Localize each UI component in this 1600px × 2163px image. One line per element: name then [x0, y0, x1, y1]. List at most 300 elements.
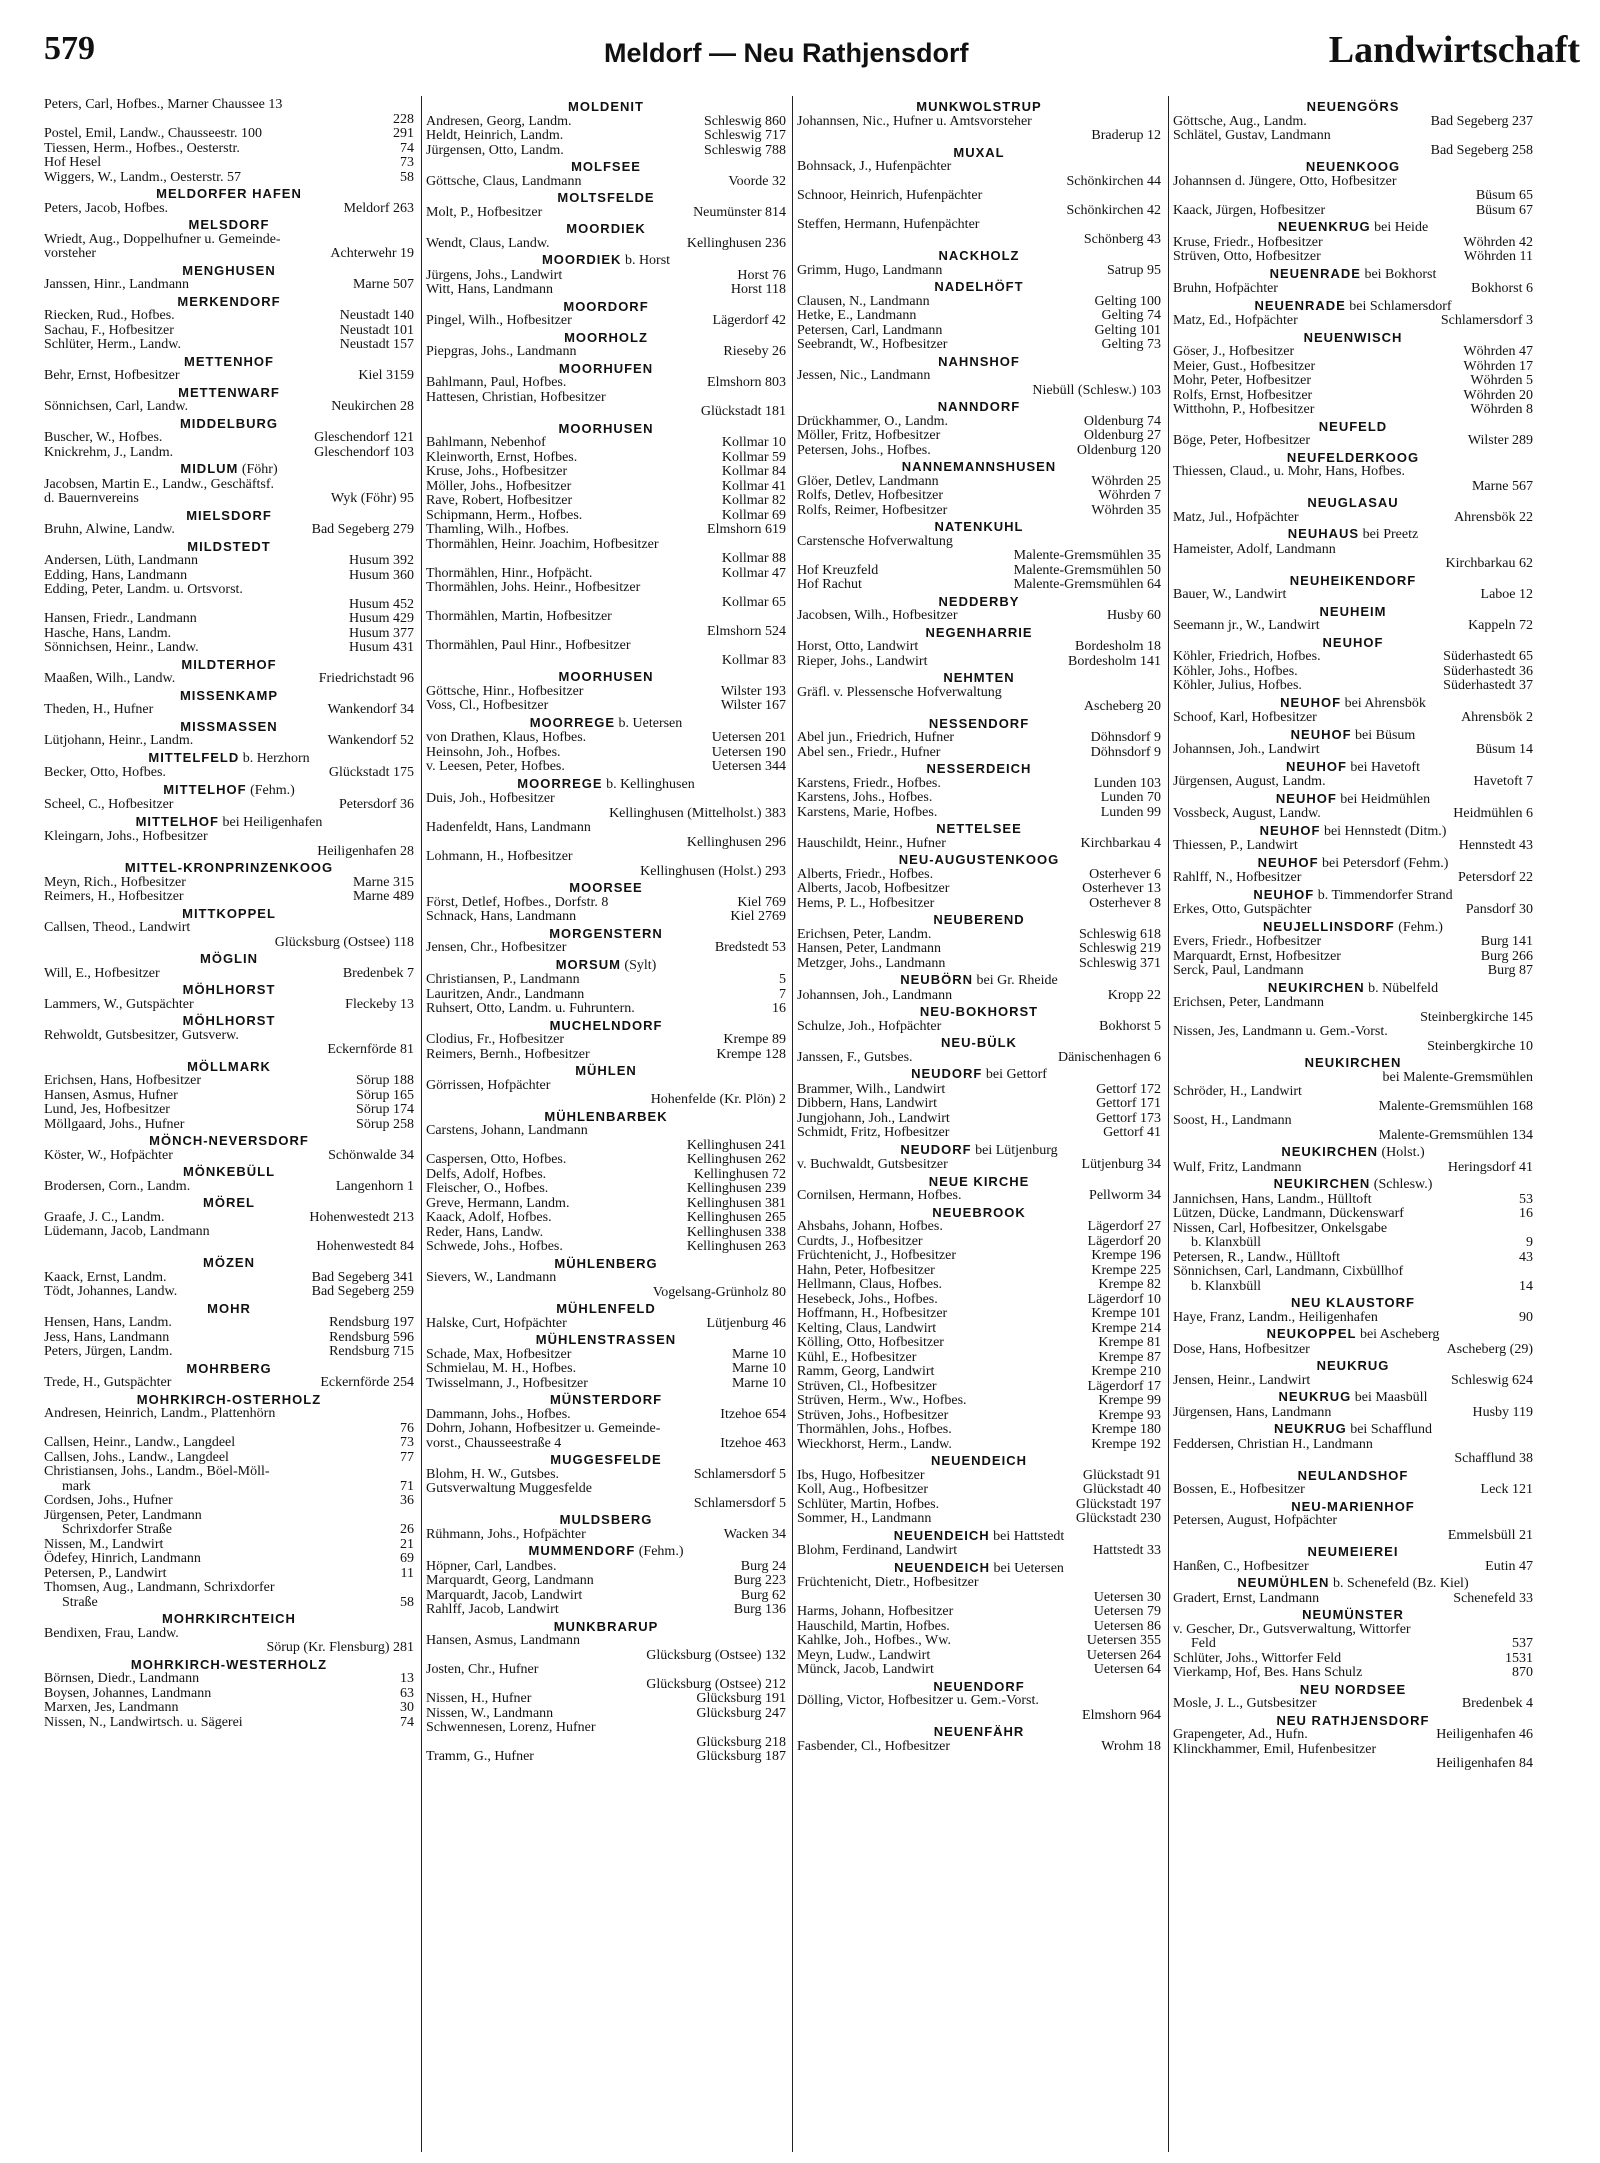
column-divider [1168, 96, 1169, 2152]
place-name: NEUENFÄHR [933, 1724, 1025, 1739]
entry-text: Seebrandt, W., Hofbesitzer [797, 337, 948, 352]
place-qualifier: (Föhr) [238, 462, 278, 477]
place-heading [797, 98, 1161, 115]
entry-text: Witthohn, P., Hofbesitzer [1173, 402, 1315, 417]
entry-text: Kaack, Adolf, Hofbes. [426, 1210, 552, 1225]
entry-text: Thiessen, Claud., u. Mohr, Hans, Hofbes. [1173, 464, 1405, 479]
directory-entry [44, 1180, 414, 1195]
directory-entry [1173, 175, 1533, 190]
directory-entry [797, 640, 1161, 655]
entry-phone: Bad Segeberg 279 [309, 523, 414, 538]
directory-entry [426, 1721, 786, 1736]
entry-phone: 537 [1509, 1637, 1533, 1652]
place-name: MIDDELBURG [179, 415, 279, 431]
entry-continuation: Büsum 65 [1475, 188, 1533, 203]
entry-text: Boysen, Johannes, Landmann [44, 1685, 212, 1701]
place-heading [1173, 886, 1533, 904]
entry-text: Scheel, C., Hofbesitzer [44, 797, 174, 812]
directory-entry [1173, 1114, 1533, 1129]
entry-text: Vierkamp, Hof, Bes. Hans Schulz [1173, 1665, 1363, 1680]
directory-entry [797, 1264, 1161, 1279]
entry-phone: Krempe 82 [1095, 1278, 1161, 1293]
directory-entry [44, 171, 414, 186]
entry-text: Klinckhammer, Emil, Hufenbesitzer [1173, 1741, 1377, 1757]
entry-text: Thiessen, P., Landwirt [1173, 838, 1298, 853]
place-heading [426, 1542, 786, 1560]
place-heading [797, 1173, 1161, 1190]
place-heading [426, 1331, 786, 1348]
entry-text: Strüven, Johs., Hofbesitzer [797, 1407, 949, 1423]
entry-continuation: Glücksburg (Ostsee) 132 [646, 1647, 786, 1663]
directory-entry [797, 1249, 1161, 1264]
place-name: NEUMÜHLEN [1237, 1575, 1330, 1590]
directory-entry [797, 686, 1161, 701]
directory-entry [426, 1663, 786, 1678]
entry-text: Thormählen, Hinr., Hofpächt. [426, 565, 593, 581]
entry-text: Brammer, Wilh., Landwirt [797, 1081, 946, 1097]
entry-continuation: Steinbergkirche 10 [1427, 1038, 1533, 1054]
entry-phone: Bredstedt 53 [712, 941, 786, 956]
entry-text: Nissen, Jes, Landmann u. Gem.-Vorst. [1173, 1024, 1388, 1039]
entry-text: Voss, Cl., Hofbesitzer [426, 698, 549, 713]
entry-phone: 36 [397, 1494, 414, 1509]
place-name: NEUENDEICH [894, 1559, 991, 1575]
directory-entry [44, 921, 414, 936]
entry-phone: Kollmar 59 [719, 451, 786, 466]
entry-text: Schnack, Hans, Landmann [426, 909, 577, 924]
directory-entry [44, 278, 414, 293]
place-heading [1173, 758, 1533, 776]
place-name: NEUJELLINSDORF [1263, 918, 1395, 934]
entry-text: Dibbern, Hans, Landwirt [797, 1096, 937, 1111]
entry-text: Hof Rachut [797, 577, 862, 592]
entry-text: Peters, Jürgen, Landm. [44, 1344, 173, 1359]
entry-text: v. Buchwaldt, Gutsbesitzer [797, 1157, 948, 1172]
place-heading [1173, 1712, 1533, 1729]
entry-text: Nissen, W., Landmann [426, 1705, 554, 1721]
place-name: MITTKOPPEL [182, 905, 276, 921]
entry-continuation: Schönkirchen 42 [1066, 202, 1161, 218]
entry-text: Kleinworth, Ernst, Hofbes. [426, 449, 578, 465]
entry-continuation: Glücksburg 218 [696, 1734, 786, 1750]
place-heading [44, 353, 414, 370]
entry-text: Hadenfeldt, Hans, Landmann [426, 820, 591, 835]
entry-text: Rahlff, Jacob, Landwirt [426, 1602, 559, 1617]
entry-phone: Gleschendorf 103 [311, 446, 414, 461]
directory-entry [797, 1322, 1161, 1337]
place-name: MILDTERHOF [181, 656, 277, 672]
entry-phone: Elmshorn 619 [704, 523, 786, 538]
directory-entry [44, 876, 414, 891]
place-heading [426, 98, 786, 115]
directory-entry [797, 746, 1161, 761]
place-heading [797, 398, 1161, 415]
entry-continuation: Malente-Gremsmühlen 35 [1013, 548, 1161, 563]
place-name: NEUENRADE [1269, 265, 1361, 281]
entry-text: Riecken, Rud., Hofbes. [44, 308, 175, 323]
entry-text: Marquardt, Ernst, Hofbesitzer [1173, 948, 1341, 964]
directory-entry [797, 1336, 1161, 1351]
entry-text: Schlätel, Gustav, Landmann [1173, 128, 1331, 143]
place-name: METTENWARF [178, 384, 280, 400]
place-qualifier: b. Timmendorfer Strand [1314, 887, 1453, 903]
entry-phone: Satrup 95 [1104, 264, 1161, 279]
directory-entry [426, 1079, 786, 1094]
place-heading [797, 911, 1161, 928]
entry-text: Schröder, H., Landwirt [1173, 1084, 1302, 1099]
place-name: MIDLUM [180, 461, 239, 476]
place-heading [797, 1527, 1161, 1545]
entry-text: Hansen, Asmus, Landmann [426, 1633, 580, 1648]
entry-text: Andresen, Heinrich, Landm., Plattenhörn [44, 1406, 276, 1421]
place-name: MELSDORF [188, 217, 270, 232]
entry-phone: Husby 119 [1469, 1406, 1533, 1421]
place-qualifier: b. Kellinghusen [602, 776, 695, 792]
directory-entry [44, 798, 414, 813]
directory-entry [1173, 403, 1533, 418]
entry-text: Thormählen, Johs., Hofbes. [797, 1422, 952, 1437]
entry-phone: Kellinghusen 236 [684, 237, 786, 252]
place-heading [1173, 98, 1533, 115]
entry-phone: 30 [397, 1701, 414, 1716]
column-3 [797, 98, 1161, 2150]
entry-text: Steffen, Hermann, Hufenpächter [797, 217, 980, 232]
entry-phone: Krempe 225 [1088, 1264, 1161, 1279]
place-heading [44, 460, 414, 478]
directory-entry [426, 699, 786, 714]
directory-entry [1173, 1311, 1533, 1326]
entry-phone: Büsum 67 [1473, 204, 1533, 219]
entry-text: Meyn, Rich., Hofbesitzer [44, 874, 186, 890]
entry-text: Tiessen, Herm., Hofbes., Oesterstr. [44, 140, 240, 156]
place-name: MUNKWOLSTRUP [916, 99, 1042, 114]
entry-phone: Schleswig 717 [701, 129, 786, 144]
entry-phone: Schleswig 618 [1076, 928, 1161, 943]
entry-text: Nissen, N., Landwirtsch. u. Sägerei [44, 1714, 243, 1730]
directory-entry [797, 115, 1161, 130]
place-name: MOORSEE [569, 880, 643, 895]
entry-phone: Glückstadt 175 [326, 766, 414, 781]
directory-entry [797, 1293, 1161, 1308]
entry-text: Meyn, Ludw., Landwirt [797, 1647, 931, 1663]
entry-text: Heldt, Heinrich, Landm. [426, 128, 564, 143]
place-heading [797, 458, 1161, 475]
directory-entry [797, 489, 1161, 504]
entry-text: Hems, P. L., Hofbesitzer [797, 895, 935, 911]
place-heading [426, 1255, 786, 1272]
entry-continuation: Kollmar 83 [721, 652, 786, 668]
directory-entry [426, 896, 786, 911]
entry-phone: Wöhrden 17 [1460, 360, 1533, 375]
entry-text: Lüdemann, Jacob, Landmann [44, 1224, 210, 1239]
place-qualifier: bei Hennstedt (Ditm.) [1320, 823, 1447, 839]
entry-phone: Uetersen 79 [1091, 1605, 1161, 1620]
entry-text: Bahlmann, Nebenhof [426, 435, 546, 450]
directory-entry [426, 685, 786, 700]
directory-entry [1173, 950, 1533, 965]
directory-entry [426, 941, 786, 956]
directory-entry [797, 218, 1161, 233]
directory-entry [797, 806, 1161, 821]
place-name: NEU RATHJENSDORF [1276, 1712, 1430, 1728]
entry-text: Marxen, Jes, Landmann [44, 1700, 179, 1715]
entry-phone: Achterwehr 19 [327, 247, 414, 262]
entry-phone: Ahrensbök 2 [1458, 711, 1533, 726]
entry-text: Delfs, Adolf, Hofbes. [426, 1166, 547, 1182]
entry-phone: 21 [397, 1538, 414, 1553]
entry-continuation: Schlamersdorf 5 [693, 1495, 786, 1511]
directory-entry [44, 1211, 414, 1226]
place-name: NEUHOF [1253, 886, 1315, 902]
directory-entry [426, 391, 786, 406]
entry-phone: Gelting 101 [1092, 324, 1162, 339]
entry-phone: Hohenwestedt 213 [306, 1211, 414, 1226]
place-name: MORSUM [555, 956, 621, 972]
entry-text: vorst., Chausseestraße 4 [426, 1435, 562, 1451]
entry-text: Feld [1191, 1636, 1216, 1651]
entry-text: Köhler, Friedrich, Hofbes. [1173, 649, 1321, 664]
directory-entry [44, 492, 414, 507]
place-heading [797, 1141, 1161, 1159]
directory-entry [44, 446, 414, 461]
place-name: NEUENDEICH [931, 1453, 1027, 1468]
directory-entry [44, 1271, 414, 1286]
directory-entry [797, 369, 1161, 384]
place-heading [44, 1610, 414, 1627]
entry-phone: 11 [398, 1567, 414, 1582]
entry-phone: Marne 489 [350, 890, 414, 905]
entry-continuation: Elmshorn 964 [1082, 1707, 1161, 1723]
place-name: NEUDORF [900, 1141, 972, 1157]
directory-entry [797, 1097, 1161, 1112]
directory-entry [797, 338, 1161, 353]
directory-entry [1173, 903, 1533, 918]
entry-phone: Glückstadt 197 [1073, 1498, 1161, 1513]
place-name: MÖHLHORST [182, 982, 276, 997]
place-qualifier: (Fehm.) [1394, 919, 1443, 935]
entry-text: Petersen, Johs., Hofbes. [797, 442, 931, 458]
entry-text: Hansen, Asmus, Hufner [44, 1087, 178, 1103]
place-heading [1173, 603, 1533, 620]
column-divider [421, 96, 422, 2152]
entry-phone: Schlamersdorf 3 [1438, 314, 1533, 329]
place-name: MOORREGE [529, 714, 616, 730]
entry-text: Nissen, H., Hufner [426, 1691, 532, 1706]
entry-phone: Wankendorf 52 [325, 734, 414, 749]
directory-entry [426, 639, 786, 654]
place-heading [44, 1163, 414, 1180]
entry-text: Reimers, Bernh., Hofbesitzer [426, 1046, 590, 1062]
place-name: NEU-BÜLK [941, 1035, 1017, 1050]
directory-entry [426, 1692, 786, 1707]
entry-text: Schulze, Joh., Hofpächter [797, 1018, 942, 1034]
directory-entry [44, 1103, 414, 1118]
entry-phone: Neukirchen 28 [328, 400, 414, 415]
place-name: NEGENHARRIE [925, 624, 1033, 640]
place-name: MIELSDORF [186, 507, 272, 523]
place-name: MELDORFER HAFEN [156, 186, 302, 201]
entry-text: Görrissen, Hofpächter [426, 1077, 551, 1093]
directory-entry [797, 1423, 1161, 1438]
place-name: NEUHOF [1259, 822, 1321, 838]
entry-text: Erichsen, Peter, Landm. [797, 926, 932, 942]
place-qualifier: bei Ascheberg [1356, 1327, 1440, 1342]
entry-text: Früchtenicht, Dietr., Hofbesitzer [797, 1575, 979, 1590]
directory-entry [1173, 204, 1533, 219]
place-heading [1173, 634, 1533, 651]
entry-phone: Kellinghusen 381 [684, 1197, 786, 1212]
entry-text: vorsteher [44, 246, 97, 261]
entry-continuation: Heiligenhafen 84 [1436, 1756, 1533, 1771]
entry-phone: Itzehoe 654 [717, 1408, 786, 1423]
directory-entry [797, 1365, 1161, 1380]
directory-entry [426, 1634, 786, 1649]
place-name: NESSERDEICH [926, 761, 1032, 776]
entry-text: Hof Kreuzfeld [797, 562, 879, 578]
place-heading [426, 1391, 786, 1408]
directory-entry [1173, 839, 1533, 854]
entry-text: Sönnichsen, Carl, Landmann, Cixbüllhof [1173, 1264, 1404, 1279]
entry-phone: Kollmar 82 [719, 494, 786, 509]
directory-entry [797, 1649, 1161, 1664]
place-heading [797, 1003, 1161, 1020]
entry-continuation: Kirchbarkau 62 [1445, 556, 1533, 571]
place-name: MOORHUFEN [558, 360, 654, 376]
entry-phone: Krempe 214 [1088, 1322, 1161, 1337]
directory-entry [426, 1589, 786, 1604]
directory-entry [1173, 619, 1533, 634]
place-heading [44, 415, 414, 432]
entry-phone: Husum 377 [346, 627, 414, 642]
directory-entry [797, 1380, 1161, 1395]
entry-text: Sachau, F., Hofbesitzer [44, 322, 174, 338]
entry-text: Clodius, Fr., Hofbesitzer [426, 1032, 565, 1047]
entry-text: Cordsen, Johs., Hufner [44, 1493, 173, 1508]
entry-text: Jürgensen, Hans, Landmann [1173, 1404, 1332, 1420]
directory-entry [426, 1240, 786, 1255]
place-name: NETTELSEE [936, 821, 1022, 836]
entry-text: von Drathen, Klaus, Hofbes. [426, 730, 587, 745]
entry-text: Marquardt, Georg, Landmann [426, 1573, 594, 1588]
place-qualifier: (Schlesw.) [1370, 1177, 1433, 1192]
entry-text: Hattesen, Christian, Hofbesitzer [426, 389, 606, 405]
entry-phone: Lunden 99 [1098, 806, 1161, 821]
place-name: NAHNSHOF [938, 353, 1020, 369]
place-name: MÖREL [203, 1195, 255, 1210]
entry-phone: Krempe 192 [1088, 1438, 1161, 1453]
directory-entry [797, 415, 1161, 430]
place-name: NEUKIRCHEN [1304, 1055, 1402, 1070]
place-name: NEUHOF [1322, 634, 1384, 650]
place-name: MÖLLMARK [187, 1058, 271, 1074]
place-heading [44, 1656, 414, 1673]
place-heading [44, 538, 414, 555]
entry-text: Schmidt, Fritz, Hofbesitzer [797, 1125, 950, 1140]
entry-text: Peters, Jacob, Hofbes. [44, 200, 169, 216]
entry-phone: Lägerdorf 10 [1085, 1293, 1161, 1308]
entry-text: Josten, Chr., Hufner [426, 1662, 539, 1677]
place-name: NEUENRADE [1254, 297, 1346, 313]
entry-phone: Wilster 167 [718, 699, 786, 714]
entry-text: Feddersen, Christian H., Landmann [1173, 1436, 1373, 1452]
entry-text: Göttsche, Claus, Landmann [426, 173, 582, 189]
directory-entry [1173, 1592, 1533, 1607]
place-name: NEUHOF [1257, 854, 1319, 870]
entry-text: Schipmann, Herm., Hofbes. [426, 507, 583, 523]
place-name: MÖNCH-NEVERSDORF [149, 1133, 309, 1148]
directory-entry [44, 1523, 414, 1538]
entry-text: Münck, Jacob, Landwirt [797, 1662, 934, 1677]
entry-phone: Uetersen 201 [709, 731, 786, 746]
directory-entry [1173, 1438, 1533, 1453]
entry-phone: Bad Segeberg 237 [1428, 115, 1533, 130]
directory-entry [797, 731, 1161, 746]
place-name: MOORDIEK [566, 221, 646, 236]
place-name: NEUHEIKENDORF [1289, 572, 1417, 588]
entry-text: Thormählen, Heinr. Joachim, Hofbesitzer [426, 536, 659, 552]
directory-entry [1173, 1483, 1533, 1498]
entry-phone: Oldenburg 120 [1074, 444, 1161, 459]
entry-phone: Glückstadt 40 [1080, 1483, 1161, 1498]
entry-phone: Kellinghusen 239 [684, 1182, 786, 1197]
entry-phone: Petersdorf 36 [336, 798, 414, 813]
entry-text: Edding, Peter, Landm. u. Ortsvorst. [44, 582, 243, 597]
place-name: NEU NORDSEE [1299, 1681, 1407, 1697]
place-heading [426, 189, 786, 206]
entry-text: Sommer, H., Landmann [797, 1511, 932, 1526]
entry-phone: Wöhrden 42 [1460, 236, 1533, 251]
place-heading [426, 158, 786, 175]
entry-phone: Husum 429 [346, 612, 414, 627]
entry-text: Molt, P., Hofbesitzer [426, 204, 543, 220]
directory-entry [44, 1672, 414, 1687]
entry-text: Jacobsen, Martin E., Landw., Geschäftsf. [44, 476, 275, 492]
directory-entry [426, 115, 786, 130]
entry-phone: Burg 87 [1485, 964, 1533, 979]
directory-entry [1173, 314, 1533, 329]
entry-text: Bendixen, Frau, Landw. [44, 1625, 179, 1641]
directory-entry [44, 703, 414, 718]
entry-phone: Heidmühlen 6 [1450, 807, 1533, 822]
entry-phone: Glückstadt 91 [1080, 1469, 1161, 1484]
entry-phone: Horst 118 [728, 283, 786, 298]
directory-entry [797, 444, 1161, 459]
place-name: NEUGLASAU [1307, 495, 1399, 510]
place-heading [1173, 449, 1533, 466]
directory-entry [426, 283, 786, 298]
directory-entry [1173, 1697, 1533, 1712]
directory-entry [1173, 434, 1533, 449]
entry-text: Andresen, Georg, Landm. [426, 113, 572, 129]
entry-text: Duis, Joh., Hofbesitzer [426, 791, 555, 806]
entry-phone: Petersdorf 22 [1455, 871, 1533, 886]
place-qualifier: bei Büsum [1351, 727, 1416, 743]
entry-text: Gutsverwaltung Muggesfelde [426, 1481, 593, 1496]
entry-phone: Wöhrden 8 [1467, 403, 1533, 418]
entry-text: Andersen, Lüth, Landmann [44, 553, 198, 568]
entry-phone: Dänischenhagen 6 [1055, 1051, 1161, 1066]
directory-entry [426, 1482, 786, 1497]
directory-entry [1173, 543, 1533, 558]
place-heading [426, 1108, 786, 1125]
directory-entry [44, 247, 414, 262]
directory-entry [44, 967, 414, 982]
entry-phone: 53 [1516, 1193, 1533, 1208]
place-name: MOHRKIRCH-WESTERHOLZ [130, 1656, 328, 1672]
directory-entry [426, 1377, 786, 1392]
directory-entry [797, 1469, 1161, 1484]
directory-entry [426, 610, 786, 625]
